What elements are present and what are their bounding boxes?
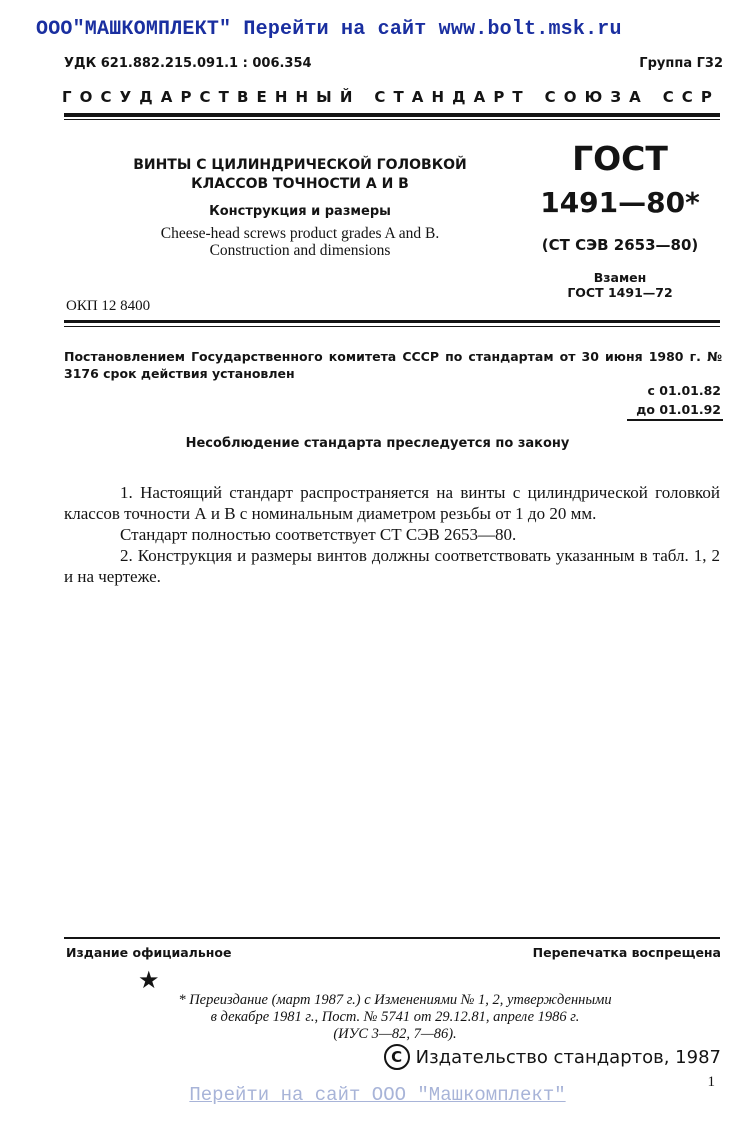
reissue-footnote (90, 992, 700, 1043)
st-sev-reference: (СТ СЭВ 2653—80) (541, 236, 699, 254)
footnote-line: * Переиздание (март 1987 г.) с Изменениями № 1, 2, утвержденными (178, 992, 612, 1008)
state-standard-word: ГОСУДАРСТВЕННЫЙ (62, 88, 361, 106)
star-icon: ★ (138, 968, 160, 994)
group-code: Группа Г32 (639, 56, 723, 71)
decree-text: Постановлением Государственного комитета СССР по стандартам от 30 июня 1980 г. № 3176 срок действия установлен (64, 349, 722, 381)
subtitle-english: Cheese-head screws product grades A and B. (160, 225, 440, 242)
udk-code: УДК 621.882.215.091.1 : 006.354 (64, 56, 312, 71)
header-rule-thin (64, 119, 720, 120)
reprint-prohibited-label: Перепечатка воспрещена (532, 945, 721, 960)
gost-number: 1491—80* (540, 186, 700, 219)
section-rule-thick (64, 320, 720, 323)
subtitle-russian: Конструкция и размеры (209, 204, 391, 219)
body-paragraph: 1. Настоящий стандарт распространяется на винты с цилиндрической головкой классов точности А и В с номинальным диаметром резьбы от 1 до 20 мм. (64, 483, 720, 523)
replaced-standard: ГОСТ 1491—72 (567, 285, 673, 300)
replaces-label: Взамен (593, 270, 647, 285)
official-edition-label: Издание официальное (66, 945, 232, 960)
gost-label: ГОСТ (572, 139, 668, 178)
publisher-line (384, 1044, 721, 1070)
effective-to-date: до 01.01.92 (636, 402, 721, 417)
body-text (64, 482, 720, 587)
gost-designation (520, 140, 720, 300)
title-block (70, 156, 530, 259)
state-standard-heading (62, 88, 720, 106)
body-paragraph: 2. Конструкция и размеры винтов должны соответствовать указанным в табл. 1, 2 и на чертеже. (64, 546, 720, 586)
header-rule-thick (64, 113, 720, 117)
legal-warning: Несоблюдение стандарта преследуется по закону (185, 436, 570, 451)
effective-from-date: с 01.01.82 (647, 383, 721, 398)
title-line: КЛАССОВ ТОЧНОСТИ А И В (191, 176, 409, 192)
footnote-line: (ИУС 3—82, 7—86). (333, 1026, 457, 1042)
state-standard-word: ССР (662, 88, 720, 106)
footer-rule (64, 937, 720, 939)
bottom-site-link[interactable]: Перейти на сайт ООО "Машкомплект" (189, 1084, 566, 1106)
copyright-icon: С (384, 1044, 410, 1070)
title-line: ВИНТЫ С ЦИЛИНДРИЧЕСКОЙ ГОЛОВКОЙ (133, 157, 467, 173)
subtitle-english: Construction and dimensions (209, 242, 391, 259)
section-rule-thin (64, 326, 720, 327)
date-underline (627, 419, 723, 421)
site-link[interactable]: ООО"МАШКОМПЛЕКТ" Перейти на сайт www.bolt.msk.ru (36, 18, 622, 41)
state-standard-word: СОЮЗА (544, 88, 649, 106)
footnote-line: в декабре 1981 г., Пост. № 5741 от 29.12.81, апреле 1986 г. (210, 1009, 580, 1025)
state-standard-word: СТАНДАРТ (374, 88, 531, 106)
body-paragraph: Стандарт полностью соответствует СТ СЭВ 2653—80. (120, 525, 517, 544)
publisher-name: Издательство стандартов, 1987 (415, 1046, 721, 1068)
okp-code: ОКП 12 8400 (66, 298, 151, 314)
page-number: 1 (707, 1074, 715, 1090)
